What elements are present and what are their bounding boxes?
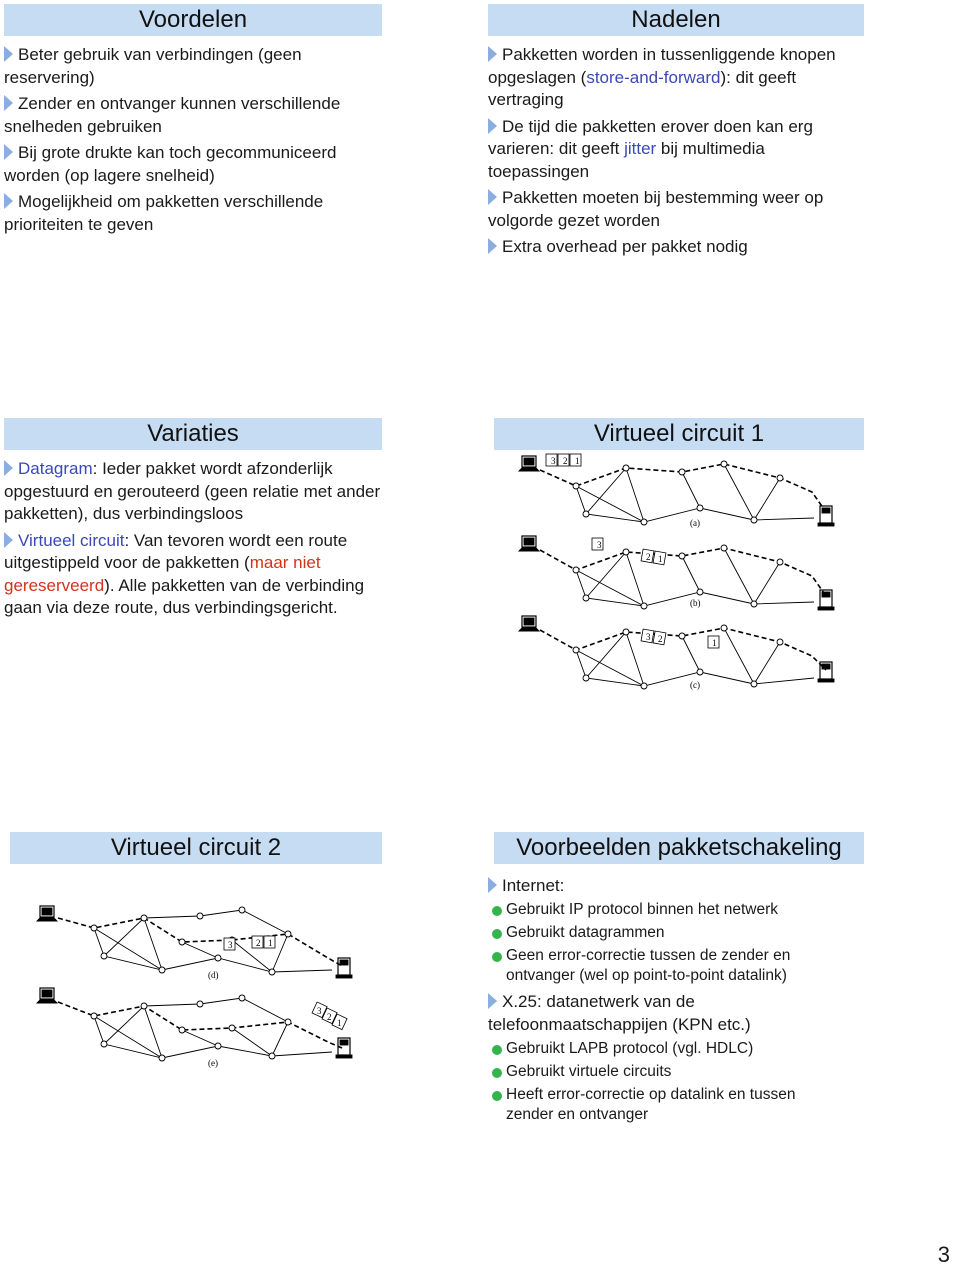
bullet: Virtueel circuit: Van tevoren wordt een route uitgestippeld voor de pakketten (maar niet gereserveerd). Alle pakketten van de verbinding gaan via deze route, dus verbindingsgericht. (4, 530, 365, 617)
sub-bullet: Gebruikt datagrammen (488, 923, 832, 943)
page-number: 3 (937, 1242, 950, 1267)
packet-label: 1 (575, 456, 580, 466)
caption-e: (e) (208, 1058, 218, 1068)
bullet: Datagram: Ieder pakket wordt afzonderlijk opgestuurd en gerouteerd (geen relatie met ander pakketten), dus verbindingsloos (4, 459, 381, 523)
packet-label: 2 (658, 634, 663, 644)
sub-bullet: Geen error-correctie tussen de zender en ontvanger (wel op point-to-point datalink) (488, 946, 832, 986)
bullet: X.25: datanetwerk van de telefoonmaatschappijen (KPN etc.) (488, 992, 751, 1034)
packet-label: 3 (646, 632, 651, 642)
packet-label: 1 (658, 554, 663, 564)
caption-c: (c) (690, 680, 700, 690)
slide-title: Nadelen (488, 4, 864, 36)
triangle-bullet-icon (4, 144, 13, 160)
packet-label: 1 (268, 938, 273, 948)
sub-bullet: Gebruikt LAPB protocol (vgl. HDLC) (488, 1039, 832, 1059)
triangle-bullet-icon (4, 46, 13, 62)
packet-label: 3 (317, 1006, 322, 1016)
slide-title: Variaties (4, 418, 382, 450)
voorbeelden-body (488, 866, 832, 1125)
packet-label: 3 (597, 540, 602, 550)
triangle-bullet-icon (4, 95, 13, 111)
bullet: Pakketten worden in tussenliggende knopen opgeslagen (store-and-forward): dit geeft vertraging (488, 45, 836, 109)
green-dot-icon (492, 1045, 502, 1055)
bullet: Zender en ontvanger kunnen verschillende snelheden gebruiken (4, 94, 341, 136)
slide-title: Virtueel circuit 1 (494, 418, 864, 450)
triangle-bullet-icon (488, 118, 497, 134)
bullet: Internet: (488, 874, 832, 897)
packet-label: 3 (228, 940, 233, 950)
packet-label: 3 (551, 456, 556, 466)
sub-bullet: Gebruikt IP protocol binnen het netwerk (488, 900, 832, 920)
slide-voorbeelden (494, 832, 864, 864)
packet-label: 2 (563, 456, 568, 466)
packet-label: 2 (327, 1012, 332, 1022)
green-dot-icon (492, 1068, 502, 1078)
packet-label: 2 (646, 552, 651, 562)
triangle-bullet-icon (4, 532, 13, 548)
slide-virtueel-circuit-2 (10, 832, 382, 864)
diagram-e (37, 988, 352, 1068)
sub-bullet: Heeft error-correctie op datalink en tussen zender en ontvanger (488, 1085, 832, 1125)
packet-label: 2 (256, 938, 261, 948)
slide-variaties (4, 418, 382, 620)
caption-b: (b) (690, 598, 701, 608)
bullet: De tijd die pakketten erover doen kan erg varieren: dit geeft jitter bij multimedia toepassingen (488, 116, 813, 181)
bullet: Mogelijkheid om pakketten verschillende prioriteiten te geven (4, 192, 324, 234)
slide-nadelen (488, 4, 864, 259)
virtual-circuit-1-figure (514, 450, 844, 692)
diagram-c (519, 616, 834, 690)
slide-title: Voorbeelden pakketschakeling (494, 832, 864, 864)
triangle-bullet-icon (488, 46, 497, 62)
bullet: Bij grote drukte kan toch gecommuniceerd worden (op lagere snelheid) (4, 143, 337, 185)
caption-d: (d) (208, 970, 219, 980)
triangle-bullet-icon (4, 460, 13, 476)
diagram-d (37, 906, 352, 980)
green-dot-icon (492, 929, 502, 939)
diagram-a (519, 454, 834, 528)
bullet: Beter gebruik van verbindingen (geen reservering) (4, 45, 302, 87)
slide-title: Voordelen (4, 4, 382, 36)
packet-label: 1 (337, 1018, 342, 1028)
triangle-bullet-icon (488, 238, 497, 254)
bullet: Pakketten moeten bij bestemming weer op volgorde gezet worden (488, 188, 824, 230)
virtual-circuit-2-figure (32, 898, 362, 1068)
slide-virtueel-circuit-1 (494, 418, 864, 450)
triangle-bullet-icon (488, 189, 497, 205)
slide-voordelen (4, 4, 382, 236)
green-dot-icon (492, 952, 502, 962)
packet-label: 1 (712, 638, 717, 648)
bullet: Extra overhead per pakket nodig (488, 236, 864, 259)
caption-a: (a) (690, 518, 700, 528)
green-dot-icon (492, 1091, 502, 1101)
slide-title: Virtueel circuit 2 (10, 832, 382, 864)
triangle-bullet-icon (488, 993, 497, 1009)
green-dot-icon (492, 906, 502, 916)
triangle-bullet-icon (488, 877, 497, 893)
diagram-b (519, 536, 834, 610)
triangle-bullet-icon (4, 193, 13, 209)
sub-bullet: Gebruikt virtuele circuits (488, 1062, 832, 1082)
